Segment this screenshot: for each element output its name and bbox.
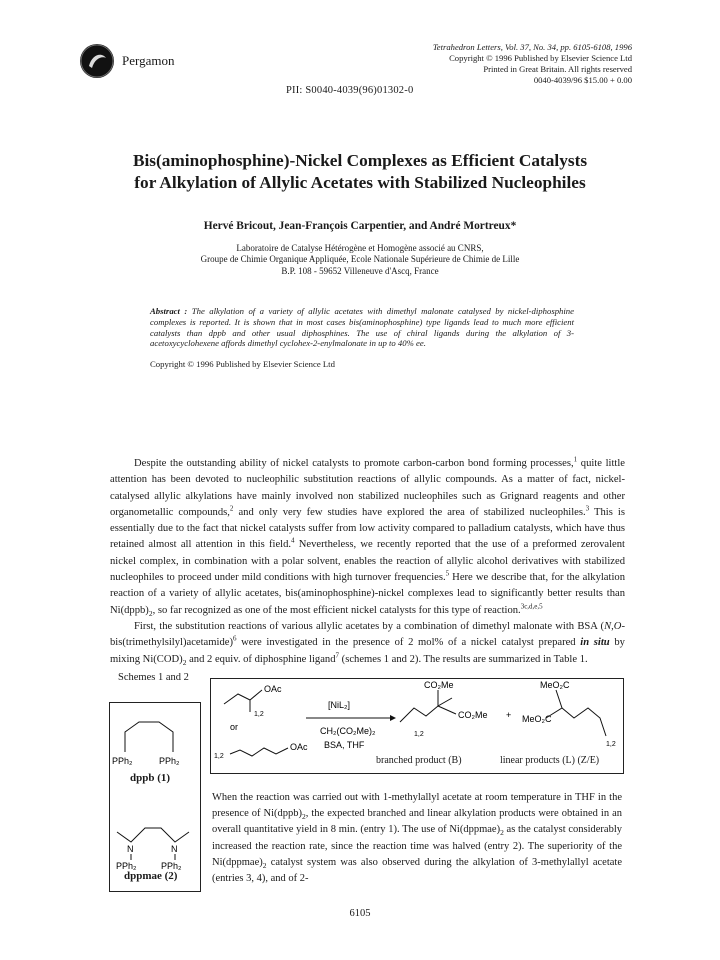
subscript: 2 <box>148 608 153 618</box>
text-run: Here we describe that, for the alkylation reaction of a variety of allylic acetates, bis(aminophosphine)-nickel complexes lead to significantly better results than Ni(dppb) <box>110 572 625 616</box>
publisher-logo <box>80 44 114 78</box>
text-run: When the reaction was carried out with 1-methylallyl acetate at room temperature in THF in the presence of Ni(dppb) <box>212 792 622 820</box>
text-run: by mixing Ni(COD) <box>110 637 625 665</box>
branched-co2me-top: CO₂Me <box>424 680 454 690</box>
abstract-label: Abstract : <box>150 306 188 316</box>
abstract <box>150 306 574 349</box>
substrate-1-chain <box>224 690 262 704</box>
text-run: and only very few studies have explored the area of stabilized nucleophiles. <box>233 506 586 518</box>
linear-chain <box>546 708 606 736</box>
branched-co2me-right: CO₂Me <box>458 710 488 720</box>
journal-copyright: Copyright © 1996 Published by Elsevier Science Ltd <box>449 53 632 63</box>
branched-chain <box>400 698 452 722</box>
dppmae-pph2-left: PPh₂ <box>116 861 137 871</box>
title-line-2: for Alkylation of Allylic Acetates with Stabilized Nucleophiles <box>134 173 586 192</box>
text-run: were investigated in the presence of 2 mol% of a nickel catalyst prepared <box>236 637 581 649</box>
dppmae-label: dppmae (2) <box>124 870 178 882</box>
paragraph-2 <box>110 619 625 668</box>
catalyst-label: [NiL₂] <box>328 700 350 710</box>
text-run: , the expected branched and linear alkylation products were obtained in an overall quantitative yield in 8 min. (entry 1). The use of Ni(dppmae) <box>212 808 622 836</box>
substrate-2-chain <box>230 748 288 756</box>
article-title <box>60 150 660 194</box>
substrate-2-oac: OAc <box>290 742 308 752</box>
dppb-pph2-right: PPh₂ <box>159 756 180 766</box>
text-run: and 2 equiv. of diphosphine ligand <box>186 653 336 665</box>
branched-sub: 1,2 <box>414 731 424 738</box>
journal-info <box>302 42 632 86</box>
affiliation-line-2: Groupe de Chimie Organique Appliquée, Ecole Nationale Supérieure de Chimie de Lille <box>200 254 520 265</box>
text-run: (schemes 1 and 2). The results are summarized in Table 1. <box>339 653 588 665</box>
dppmae-chain <box>117 828 189 842</box>
title-line-1: Bis(aminophosphine)-Nickel Complexes as Efficient Catalysts <box>132 151 588 170</box>
conditions-label: BSA, THF <box>324 740 365 750</box>
linear-sub: 1,2 <box>606 741 616 748</box>
scheme-side-text <box>212 790 622 887</box>
paragraph-1 <box>110 456 625 619</box>
ref-mark: 2 <box>229 504 234 513</box>
plus-sign: + <box>506 710 512 720</box>
abstract-copyright: Copyright © 1996 Published by Elsevier Science Ltd <box>150 359 335 369</box>
ref-mark: 7 <box>335 651 340 660</box>
text-run: Nevertheless, we recently reported that the use of a preformed zerovalent nickel complex, in combination with a polar solvent, enables the reaction of allylic alcohol derivatives with stabilized nucleophiles to proceed under mild conditions with high turnover frequencies. <box>110 539 625 584</box>
dppb-pph2-left: PPh₂ <box>112 756 133 766</box>
ligand-structures <box>109 702 201 892</box>
text-run: quite little attention has been devoted to nucleophilic substitution reactions of allylic compounds. As a matter of fact, nickel-catalysed allylic alkylations have mainly involved non stabilized nucleophiles such as Grignard reagents and other organometallic compounds, <box>110 458 625 518</box>
ref-mark: 6 <box>232 634 237 643</box>
text-run: This is essentially due to the fact that nickel catalysts suffer from low activity compared to palladium catalysts, which have thus retained almost all attention in this field. <box>110 506 625 551</box>
journal-price: 0040-4039/96 $15.00 + 0.00 <box>533 75 632 85</box>
or-label: or <box>230 722 239 732</box>
subscript: 2 <box>302 812 306 822</box>
substrate-2-sub: 1,2 <box>214 753 224 760</box>
ref-mark: 4 <box>291 536 295 545</box>
linear-meo2c-left: MeO₂C <box>522 714 552 724</box>
journal-printed: Printed in Great Britain. All rights reserved <box>483 64 632 74</box>
ref-mark: 3 <box>585 504 590 513</box>
authors: Hervé Bricout, Jean-François Carpentier, and André Mortreux* <box>203 220 517 232</box>
dppb-chain <box>125 722 173 752</box>
affiliation-line-1: Laboratoire de Catalyse Hétérogène et Homogène associé au CNRS, <box>236 243 484 253</box>
ref-mark: 1 <box>573 455 578 464</box>
substrate-1-sub: 1,2 <box>254 711 264 718</box>
text-run: , so far recognized as one of the most efficient nickel catalysts for this type of reaction. <box>152 604 521 616</box>
substrate-1-oac: OAc <box>264 684 282 694</box>
text-run: -bis(trimethylsilyl)acetamide) <box>110 620 625 649</box>
linear-products-label: linear products (L) (Z/E) <box>500 755 600 766</box>
publisher-name: Pergamon <box>122 53 175 68</box>
dppmae-pph2-right: PPh₂ <box>161 861 182 871</box>
body-text <box>110 456 625 668</box>
ref-mark: 5 <box>445 569 450 578</box>
subscript: 2 <box>500 828 504 838</box>
reagent-label: CH₂(CO₂Me)₂ <box>320 726 376 736</box>
linear-meo2c-top: MeO₂C <box>540 680 570 690</box>
dppmae-n-right: N <box>171 844 178 854</box>
italic-run: N,O <box>604 620 622 632</box>
italic-run: in situ <box>580 637 610 649</box>
ref-mark: 3c,d,e,5 <box>520 602 543 611</box>
abstract-text: The alkylation of a variety of allylic acetates with dimethyl malonate catalysed by nickel-diphosphine complexes is reported. It is shown that in most cases bis(aminophosphine) type ligands lead to much more efficient catalysts than dppb and other usual diphosphines. The use of chiral ligands during the alkylation of 3-acetoxycyclohexene affords dimethyl cyclohex-2-enylmalonate in up to 40% ee. <box>150 306 575 349</box>
schemes-label: Schemes 1 and 2 <box>118 672 189 683</box>
subscript: 2 <box>262 860 267 870</box>
text-run: as the catalyst considerably increased the reaction rate, since the reaction time was halved (entry 2). The superiority of the Ni(dppmae) <box>212 824 622 868</box>
page-number: 6105 <box>349 908 371 919</box>
text-run: catalyst system was also observed during the alkylation of 3-methylallyl acetate (entries 3, 4), and of 2- <box>212 856 622 885</box>
pii-code: PII: S0040-4039(96)01302-0 <box>286 85 414 96</box>
branched-product-label: branched product (B) <box>376 755 462 766</box>
dppmae-n-left: N <box>127 844 134 854</box>
text-run: Despite the outstanding ability of nickel catalysts to promote carbon-carbon bond forming processes, <box>134 458 574 469</box>
affiliation-line-3: B.P. 108 - 59652 Villeneuve d'Ascq, France <box>281 265 439 276</box>
text-run: First, the substitution reactions of various allylic acetates by a combination of dimethyl malonate with BSA ( <box>134 620 605 632</box>
journal-citation: Tetrahedron Letters, Vol. 37, No. 34, pp. 6105-6108, 1996 <box>432 42 632 52</box>
subscript: 2 <box>182 657 187 667</box>
affiliation <box>60 243 660 277</box>
dppb-label: dppb (1) <box>130 772 171 784</box>
